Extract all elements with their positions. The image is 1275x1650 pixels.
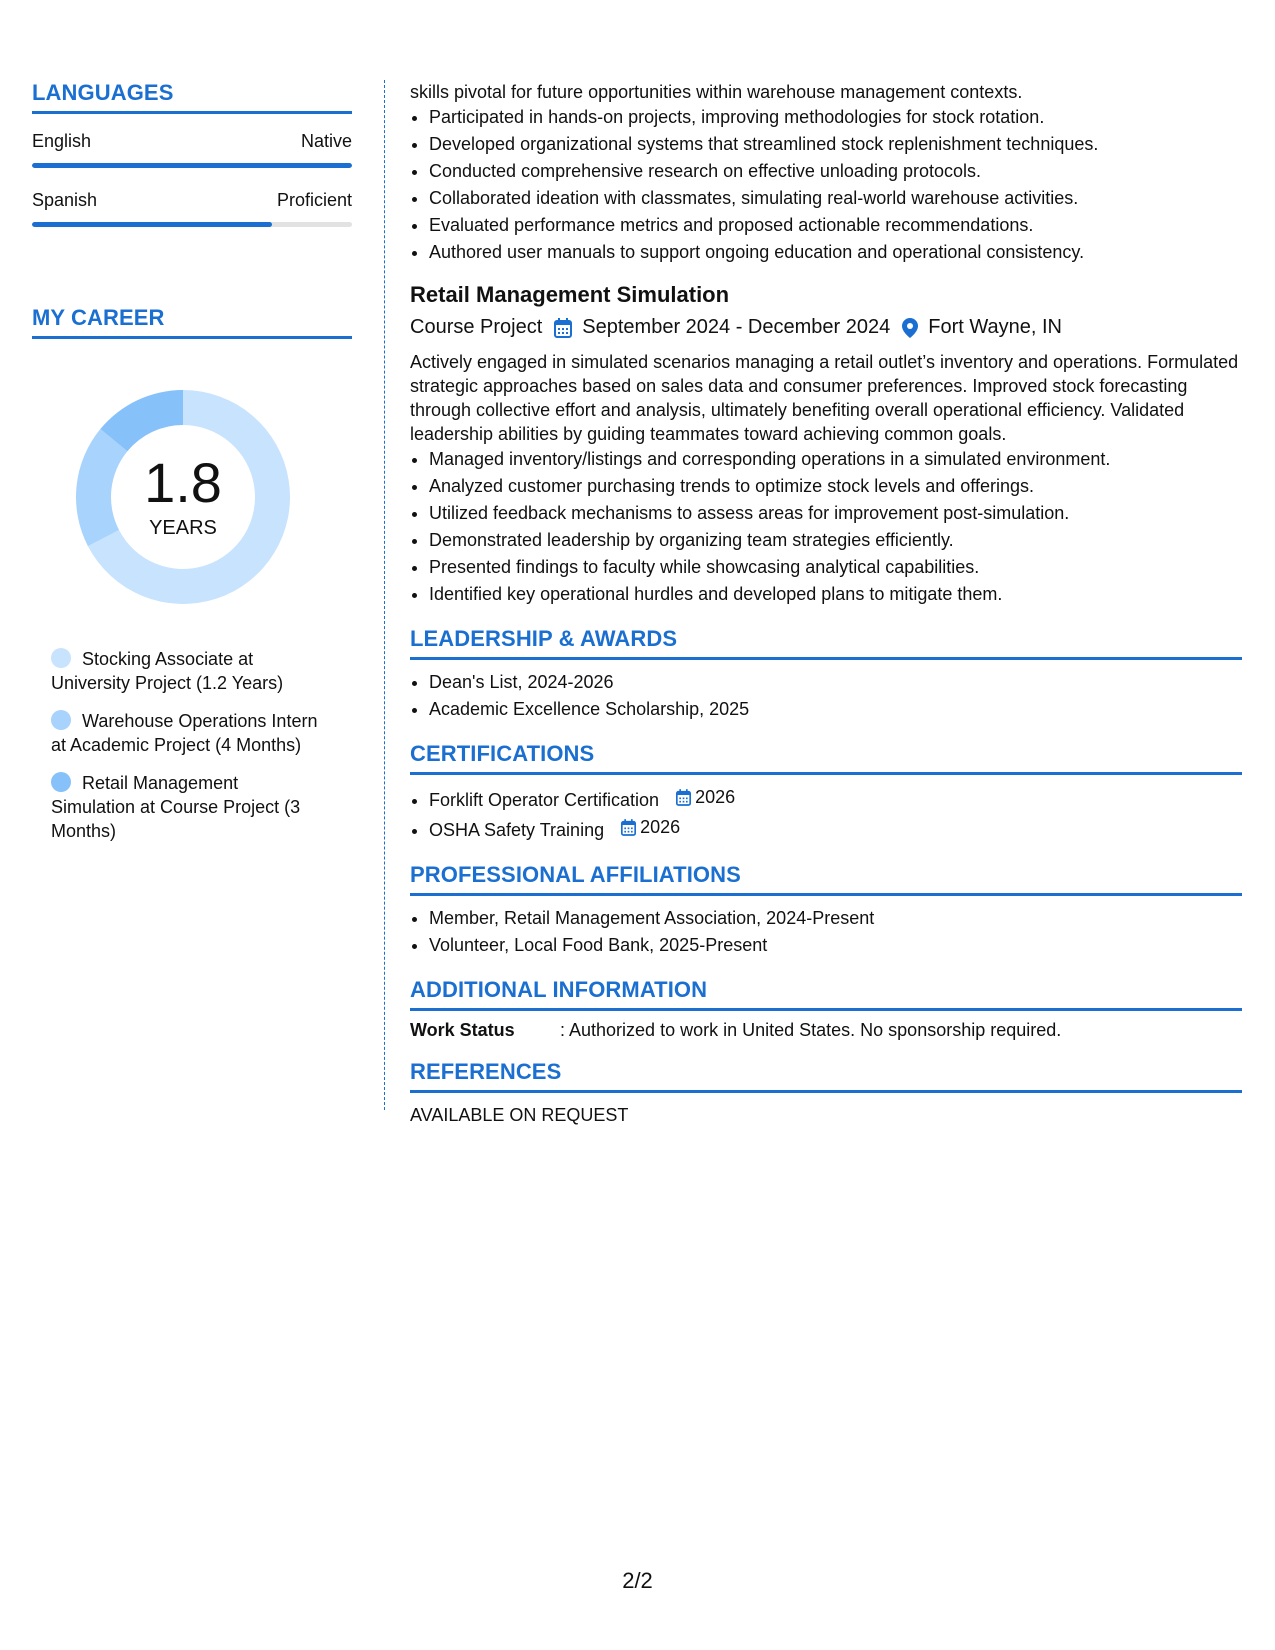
entry-org: Course Project xyxy=(410,316,543,338)
certifications-title: CERTIFICATIONS xyxy=(410,741,1242,775)
calendar-icon xyxy=(676,789,691,806)
list-item: • Member, Retail Management Association, 2024-Present xyxy=(429,905,1242,932)
legend-dot xyxy=(51,710,71,730)
entry-meta xyxy=(410,316,1242,339)
work-status-label: Work Status xyxy=(410,1020,515,1040)
legend-item xyxy=(51,647,321,695)
right-column xyxy=(410,80,1242,1126)
affiliations-section xyxy=(410,862,1242,959)
entry-bullets xyxy=(410,446,1242,608)
career-donut-chart xyxy=(63,377,303,617)
list-item: • Identified key operational hurdles and developed plans to mitigate them. xyxy=(429,581,1242,608)
language-proficiency-fill xyxy=(32,163,352,168)
language-english xyxy=(32,131,352,168)
career-total-years: 1.8 xyxy=(144,450,222,514)
list-item: • Utilized feedback mechanisms to assess areas for improvement post-simulation. xyxy=(429,500,1242,527)
cert-name: OSHA Safety Training xyxy=(429,820,605,840)
leadership-title: LEADERSHIP & AWARDS xyxy=(410,626,1242,660)
legend-item xyxy=(51,771,321,843)
language-proficiency-bar xyxy=(32,222,352,227)
legend-item xyxy=(51,709,321,757)
cert-date xyxy=(676,784,735,811)
page-number: 2/2 xyxy=(622,1568,653,1593)
language-proficiency-fill xyxy=(32,222,272,227)
career-legend xyxy=(32,647,352,843)
column-divider xyxy=(384,80,385,1110)
list-item xyxy=(429,814,1242,844)
list-item: • Collaborated ideation with classmates, simulating real-world warehouse activities. xyxy=(429,185,1242,212)
list-item xyxy=(429,784,1242,814)
entry-title: Retail Management Simulation xyxy=(410,282,730,307)
left-column xyxy=(32,80,352,857)
language-proficiency-bar xyxy=(32,163,352,168)
list-item: • Evaluated performance metrics and proposed actionable recommendations. xyxy=(429,212,1242,239)
donut-center xyxy=(63,377,303,617)
experience-intro: skills pivotal for future opportunities within warehouse management contexts. xyxy=(410,82,1023,102)
languages-title: LANGUAGES xyxy=(32,80,352,114)
career-total-unit: YEARS xyxy=(149,516,217,539)
language-name: Spanish xyxy=(32,190,98,210)
leadership-section xyxy=(410,626,1242,723)
work-status-row xyxy=(410,1020,1242,1041)
legend-dot xyxy=(51,648,71,668)
references-text: AVAILABLE ON REQUEST xyxy=(410,1105,629,1125)
list-item: • Conducted comprehensive research on effective unloading protocols. xyxy=(429,158,1242,185)
location-pin-icon xyxy=(902,318,918,338)
certifications-list xyxy=(410,784,1242,844)
list-item: • Dean's List, 2024-2026 xyxy=(429,669,1242,696)
additional-title: ADDITIONAL INFORMATION xyxy=(410,977,1242,1011)
list-item: • Academic Excellence Scholarship, 2025 xyxy=(429,696,1242,723)
legend-dot xyxy=(51,772,71,792)
cert-date xyxy=(621,814,680,841)
cert-name: Forklift Operator Certification xyxy=(429,790,660,810)
language-level: Proficient xyxy=(276,190,352,210)
language-spanish xyxy=(32,190,352,227)
list-item: • Demonstrated leadership by organizing team strategies efficiently. xyxy=(429,527,1242,554)
calendar-icon xyxy=(554,318,572,338)
entry-dates: September 2024 - December 2024 xyxy=(582,316,891,338)
cert-year: 2026 xyxy=(640,817,681,837)
work-status-value: : Authorized to work in United States. No sponsorship required. xyxy=(560,1020,1062,1040)
list-item: • Presented findings to faculty while showcasing analytical capabilities. xyxy=(429,554,1242,581)
list-item: • Managed inventory/listings and corresponding operations in a simulated environment. xyxy=(429,446,1242,473)
list-item: • Participated in hands-on projects, improving methodologies for stock rotation. xyxy=(429,104,1242,131)
calendar-icon xyxy=(621,819,636,836)
list-item: • Analyzed customer purchasing trends to optimize stock levels and offerings. xyxy=(429,473,1242,500)
additional-section xyxy=(410,977,1242,1041)
entry-description: Actively engaged in simulated scenarios managing a retail outlet’s inventory and operations. Formulated strategic approaches based on sales data and consumer preferences. Improved stock forecasting through collective effort and analysis, ultimately benefiting overall operational efficiency. Validated leadership abilities by guiding teammates toward achieving common goals. xyxy=(410,352,1239,444)
language-name: English xyxy=(32,131,92,151)
certifications-section xyxy=(410,741,1242,844)
language-level: Native xyxy=(300,131,352,151)
affiliations-list xyxy=(410,905,1242,959)
career-title: MY CAREER xyxy=(32,305,352,339)
references-section xyxy=(410,1059,1242,1126)
legend-label: Warehouse Operations Intern at Academic Project (4 Months) xyxy=(51,711,318,755)
list-item: • Volunteer, Local Food Bank, 2025-Present xyxy=(429,932,1242,959)
list-item: • Developed organizational systems that streamlined stock replenishment techniques. xyxy=(429,131,1242,158)
entry-location: Fort Wayne, IN xyxy=(928,316,1062,338)
legend-label: Stocking Associate at University Project (1.2 Years) xyxy=(51,649,284,693)
experience-bullets xyxy=(410,104,1242,266)
list-item: • Authored user manuals to support ongoing education and operational consistency. xyxy=(429,239,1242,266)
leadership-list xyxy=(410,669,1242,723)
legend-label: Retail Management Simulation at Course Project (3 Months) xyxy=(51,773,301,841)
affiliations-title: PROFESSIONAL AFFILIATIONS xyxy=(410,862,1242,896)
references-title: REFERENCES xyxy=(410,1059,1242,1093)
cert-year: 2026 xyxy=(695,787,736,807)
